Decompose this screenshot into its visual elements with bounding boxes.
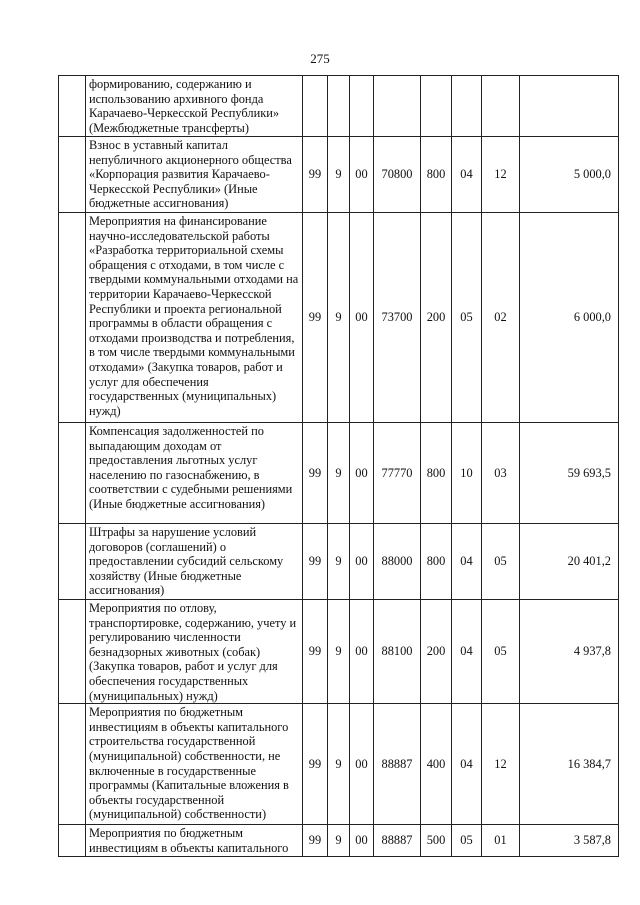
direction-code-cell: 88887 [374,825,421,857]
description-cell: формированию, содержанию и использованию архивного фонда Карачаево-Черкесской Республики» (Межбюджетные трансферты) [86,76,303,137]
description-cell: Мероприятия по бюджетным инвестициям в объекты капитального [86,825,303,857]
program-code-cell: 99 [303,137,328,213]
main-event-code-cell: 00 [350,137,374,213]
amount-cell: 4 937,8 [520,600,619,704]
program-code-cell: 99 [303,524,328,600]
main-event-code-cell: 00 [350,524,374,600]
main-event-code-cell: 00 [350,423,374,524]
direction-code-cell: 88887 [374,704,421,825]
table-row [59,600,619,704]
subsection-cell: 05 [482,600,520,704]
table-row [59,704,619,825]
description-cell: Мероприятия на финансирование научно-исследовательской работы «Разработка территориальной схемы обращения с отходами, в том числе с твердыми коммунальными отходами на территории Карачаево-Черкесской Республики и проекта региональной программы в области обращения с отходами производства и потребления, в том числе твердыми коммунальными отходами» (Закупка товаров, работ и услуг для обеспечения государственных (муниципальных) нужд) [86,213,303,423]
direction-code-cell: 70800 [374,137,421,213]
subsection-cell: 12 [482,704,520,825]
program-code-cell: 99 [303,825,328,857]
subprogram-code-cell: 9 [328,137,350,213]
main-event-code-cell: 00 [350,600,374,704]
direction-code-cell: 88100 [374,600,421,704]
expense-type-cell: 800 [421,524,452,600]
expense-type-cell: 800 [421,137,452,213]
subsection-cell: 05 [482,524,520,600]
direction-code-cell: 77770 [374,423,421,524]
subsection-cell: 03 [482,423,520,524]
expense-type-cell: 200 [421,600,452,704]
section-cell: 10 [452,423,482,524]
row-number-cell [59,600,86,704]
subsection-cell: 01 [482,825,520,857]
description-cell: Мероприятия по бюджетным инвестициям в объекты капитального строительства государственной (муниципальной) собственности, не включенные в государственные программы (Капитальные вложения в объекты государственной (муниципальной) собственности) [86,704,303,825]
row-number-cell [59,137,86,213]
amount-cell [520,76,619,137]
budget-table [58,75,619,857]
program-code-cell [303,76,328,137]
subprogram-code-cell: 9 [328,600,350,704]
description-cell: Компенсация задолженностей по выпадающим доходам от предоставления льготных услуг населению по газоснабжению, в соответствии с судебными решениями (Иные бюджетные ассигнования) [86,423,303,524]
direction-code-cell: 73700 [374,213,421,423]
table-row [59,213,619,423]
program-code-cell: 99 [303,423,328,524]
description-cell: Мероприятия по отлову, транспортировке, содержанию, учету и регулированию численности безнадзорных животных (собак) (Закупка товаров, работ и услуг для обеспечения государственных (муниципальных) нужд) [86,600,303,704]
subsection-cell: 02 [482,213,520,423]
section-cell: 04 [452,704,482,825]
subsection-cell [482,76,520,137]
row-number-cell [59,423,86,524]
direction-code-cell: 88000 [374,524,421,600]
table-row [59,825,619,857]
expense-type-cell: 200 [421,213,452,423]
amount-cell: 16 384,7 [520,704,619,825]
section-cell: 04 [452,137,482,213]
amount-cell: 6 000,0 [520,213,619,423]
program-code-cell: 99 [303,704,328,825]
subprogram-code-cell [328,76,350,137]
row-number-cell [59,76,86,137]
table-row [59,524,619,600]
main-event-code-cell: 00 [350,825,374,857]
expense-type-cell: 800 [421,423,452,524]
subprogram-code-cell: 9 [328,524,350,600]
direction-code-cell [374,76,421,137]
subprogram-code-cell: 9 [328,704,350,825]
expense-type-cell: 400 [421,704,452,825]
table-row [59,137,619,213]
program-code-cell: 99 [303,600,328,704]
program-code-cell: 99 [303,213,328,423]
subprogram-code-cell: 9 [328,213,350,423]
subprogram-code-cell: 9 [328,423,350,524]
section-cell [452,76,482,137]
row-number-cell [59,704,86,825]
table-row [59,76,619,137]
main-event-code-cell: 00 [350,213,374,423]
description-cell: Штрафы за нарушение условий договоров (соглашений) о предоставлении субсидий сельскому хозяйству (Иные бюджетные ассигнования) [86,524,303,600]
main-event-code-cell: 00 [350,704,374,825]
description-cell: Взнос в уставный капитал непубличного акционерного общества «Корпорация развития Карачаево-Черкесской Республики» (Иные бюджетные ассигнования) [86,137,303,213]
table-row [59,423,619,524]
amount-cell: 59 693,5 [520,423,619,524]
section-cell: 05 [452,825,482,857]
row-number-cell [59,213,86,423]
amount-cell: 20 401,2 [520,524,619,600]
expense-type-cell [421,76,452,137]
subprogram-code-cell: 9 [328,825,350,857]
row-number-cell [59,825,86,857]
expense-type-cell: 500 [421,825,452,857]
section-cell: 05 [452,213,482,423]
row-number-cell [59,524,86,600]
section-cell: 04 [452,524,482,600]
page-number: 275 [310,51,330,66]
amount-cell: 3 587,8 [520,825,619,857]
amount-cell: 5 000,0 [520,137,619,213]
subsection-cell: 12 [482,137,520,213]
section-cell: 04 [452,600,482,704]
main-event-code-cell [350,76,374,137]
